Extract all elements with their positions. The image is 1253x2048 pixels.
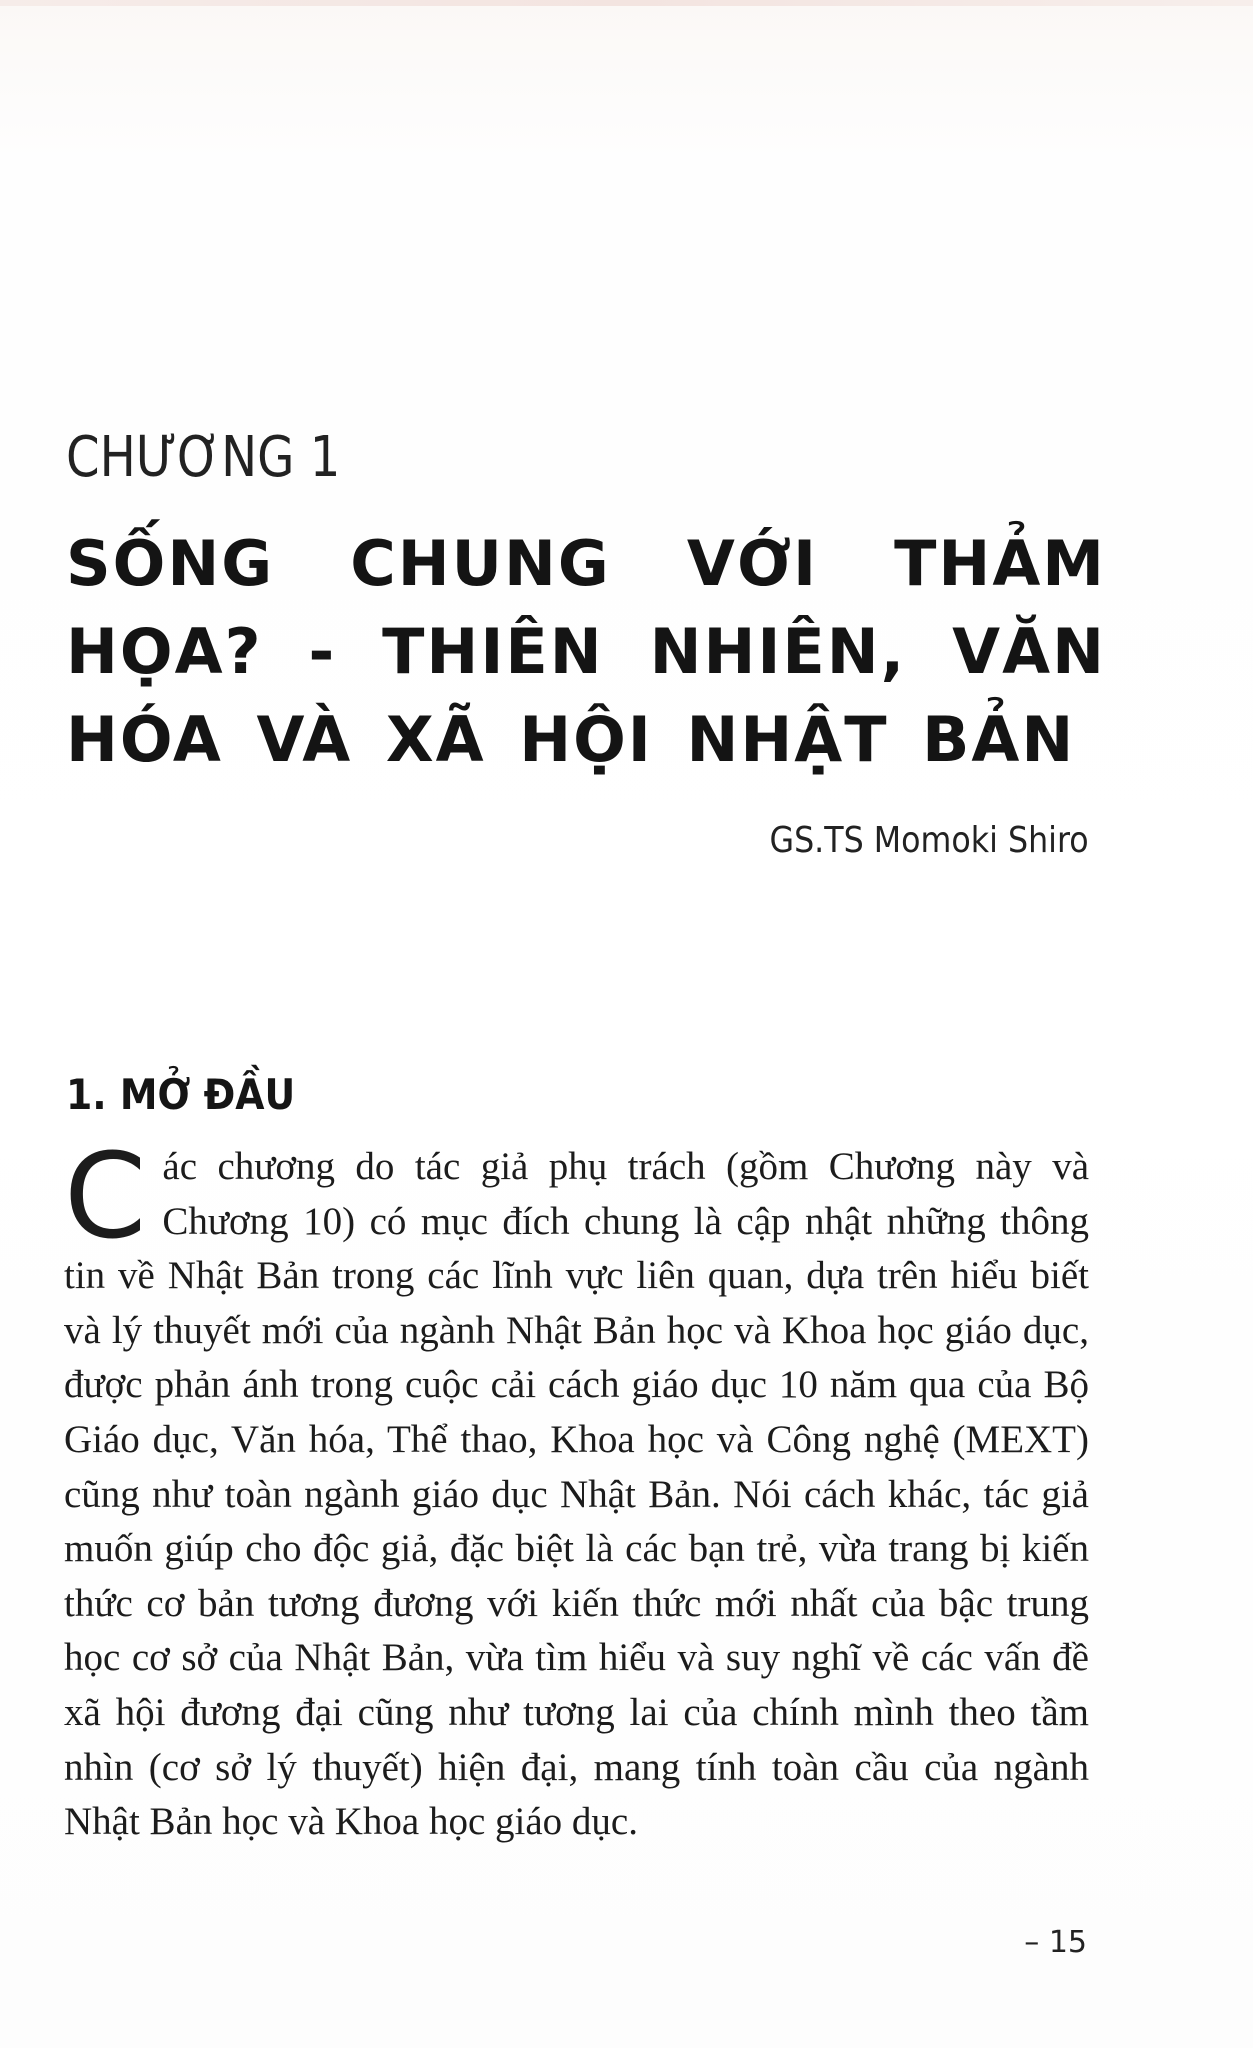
page-top-edge — [0, 0, 1253, 6]
drop-cap-letter: C — [64, 1127, 147, 1265]
section-heading: 1. MỞ ĐẦU — [66, 1070, 296, 1119]
body-text — [64, 1127, 1089, 1850]
chapter-title: SỐNG CHUNG VỚI THẢM HỌA? - THIÊN NHIÊN, VĂN HÓA VÀ XÃ HỘI NHẬT BẢN — [66, 527, 1106, 776]
body-paragraph: ác chương do tác giả phụ trách (gồm Chương này và Chương 10) có mục đích chung là cập nhật những thông tin về Nhật Bản trong các lĩnh vực liên quan, dựa trên hiểu biết và lý thuyết mới của ngành Nhật Bản học và Khoa học giáo dục, được phản ánh trong cuộc cải cách giáo dục 10 năm qua của Bộ Giáo dục, Văn hóa, Thể thao, Khoa học và Công nghệ (MEXT) cũng như toàn ngành giáo dục Nhật Bản. Nói cách khác, tác giả muốn giúp cho độc giả, đặc biệt là các bạn trẻ, vừa trang bị kiến thức cơ bản tương đương với kiến thức mới nhất của bậc trung học cơ sở của Nhật Bản, vừa tìm hiểu và suy nghĩ về các vấn đề xã hội đương đại cũng như tương lai của chính mình theo tầm nhìn (cơ sở lý thuyết) hiện đại, mang tính toàn cầu của ngành Nhật Bản học và Khoa học giáo dục. — [64, 1145, 1089, 1844]
chapter-label: CHƯƠNG 1 — [66, 425, 341, 490]
page-number: – 15 — [1024, 1925, 1087, 1960]
chapter-author: GS.TS Momoki Shiro — [769, 820, 1089, 861]
